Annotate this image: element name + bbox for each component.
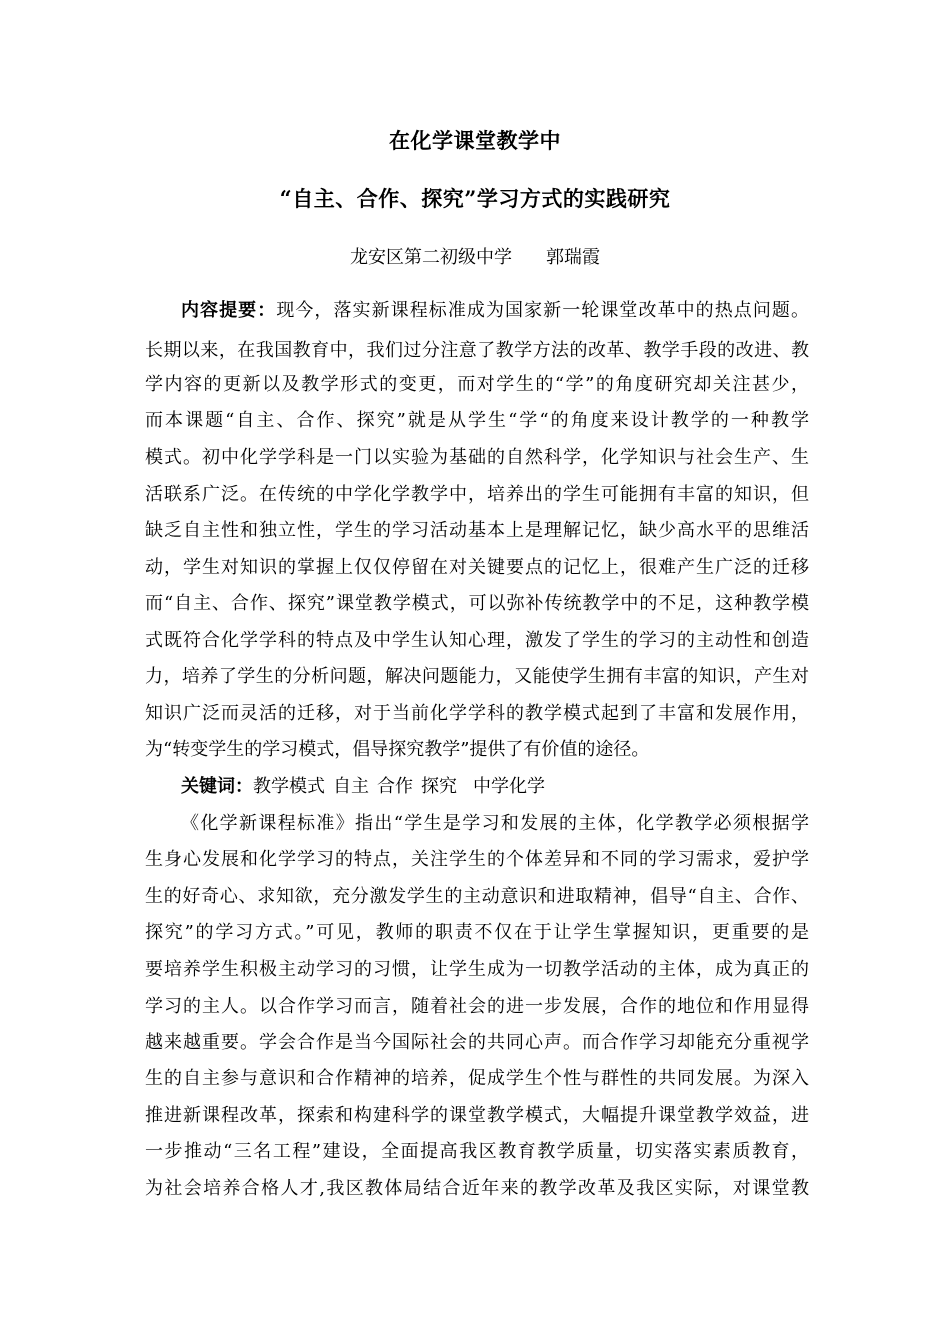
body-line: 推进新课程改革，探索和构建科学的课堂教学模式，大幅提升课堂教学效益，进 [145, 1105, 809, 1126]
body-line: 学习的主人。以合作学习而言，随着社会的进一步发展，合作的地位和作用显得 [145, 996, 809, 1017]
body-line: 生的自主参与意识和合作精神的培养，促成学生个性与群性的共同发展。为深入 [145, 1068, 809, 1089]
abstract-text: 现今，落实新课程标准成为国家新一轮课堂改革中的热点问题。 [276, 300, 809, 321]
keywords-line [181, 775, 809, 799]
body-line: 生身心发展和化学学习的特点，关注学生的个体差异和不同的学习需求，爱护学 [145, 849, 809, 870]
title-line-2: “自主、合作、探究”学习方式的实践研究 [279, 186, 671, 211]
abstract-line [181, 299, 809, 323]
body-line: 生的好奇心、求知欲，充分激发学生的主动意识和进取精神，倡导“自主、合作、 [145, 886, 809, 907]
keyword: 中学化学 [473, 776, 545, 797]
abstract-line: 式既符合化学学科的特点及中学生认知心理，激发了学生的学习的主动性和创造 [145, 630, 809, 651]
title-line-1: 在化学课堂教学中 [389, 128, 561, 153]
abstract-line: 活联系广泛。在传统的中学化学教学中，培养出的学生可能拥有丰富的知识，但 [145, 484, 809, 505]
abstract-line: 知识广泛而灵活的迁移，对于当前化学学科的教学模式起到了丰富和发展作用， [145, 703, 809, 724]
abstract-line: 为“转变学生的学习模式，倡导探究教学”提供了有价值的途径。 [145, 739, 650, 760]
abstract-line: 动，学生对知识的掌握上仅仅停留在对关键要点的记忆上，很难产生广泛的迁移 [145, 557, 809, 578]
author-byline [0, 243, 950, 269]
abstract-line: 缺乏自主性和独立性，学生的学习活动基本上是理解记忆，缺少高水平的思维活 [145, 520, 809, 541]
body-line: 为社会培养合格人才,我区教体局结合近年来的教学改革及我区实际，对课堂教 [145, 1178, 809, 1199]
body-line: 探究”的学习方式。”可见，教师的职责不仅在于让学生掌握知识，更重要的是 [145, 922, 809, 943]
abstract-line: 学内容的更新以及教学形式的变更，而对学生的“学”的角度研究却关注甚少， [145, 374, 809, 395]
abstract-line: 长期以来，在我国教育中，我们过分注意了教学方法的改革、教学手段的改进、教 [145, 340, 809, 361]
body-line: 越来越重要。学会合作是当今国际社会的共同心声。而合作学习却能充分重视学 [145, 1032, 809, 1053]
abstract-line: 而“自主、合作、探究”课堂教学模式，可以弥补传统教学中的不足，这种教学模 [145, 593, 809, 614]
keywords-label: 关键词： [181, 776, 253, 797]
author-school: 龙安区第二初级中学 [350, 247, 512, 268]
body-line: 《化学新课程标准》指出“学生是学习和发展的主体，化学教学必须根据学 [181, 813, 809, 834]
abstract-line: 模式。初中化学学科是一门以实验为基础的自然科学，化学知识与社会生产、生 [145, 447, 809, 468]
keyword: 合作 [377, 776, 413, 797]
abstract-line: 力，培养了学生的分析问题，解决问题能力，又能使学生拥有丰富的知识，产生对 [145, 666, 809, 687]
author-name: 郭瑞霞 [546, 247, 600, 268]
keyword: 教学模式 [253, 776, 325, 797]
keyword: 自主 [333, 776, 369, 797]
body-line: 要培养学生积极主动学习的习惯，让学生成为一切教学活动的主体，成为真正的 [145, 959, 809, 980]
keyword: 探究 [421, 776, 457, 797]
abstract-label: 内容提要： [181, 300, 277, 321]
body-line: 一步推动“三名工程”建设，全面提高我区教育教学质量，切实落实素质教育， [145, 1141, 809, 1162]
abstract-line: 而本课题“自主、合作、探究”就是从学生“学“的角度来设计教学的一种教学 [145, 410, 809, 431]
